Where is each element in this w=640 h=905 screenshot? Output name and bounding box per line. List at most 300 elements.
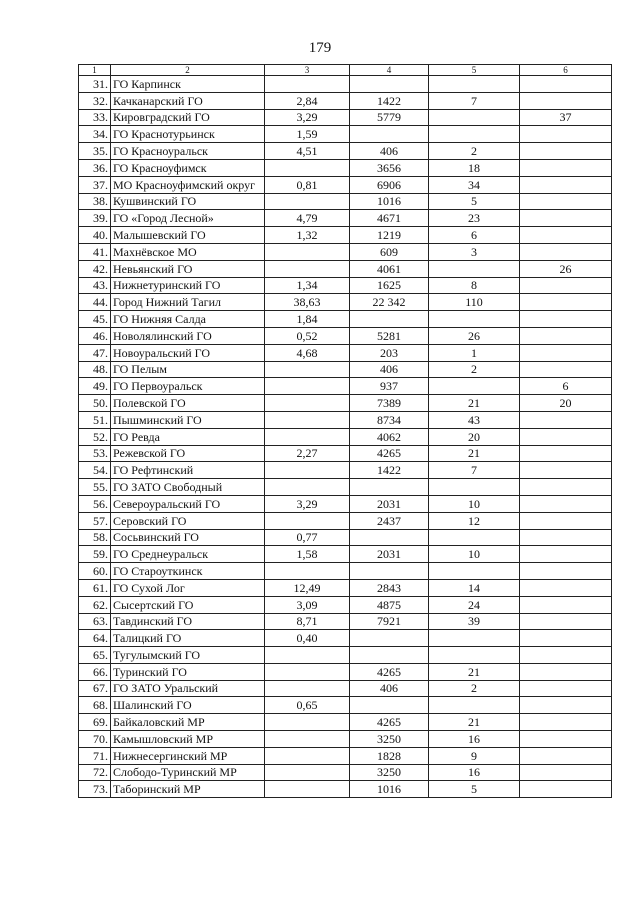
col6-value bbox=[520, 159, 612, 176]
column-number: 1 bbox=[79, 65, 111, 76]
municipality-name: ГО «Город Лесной» bbox=[111, 210, 265, 227]
col5-value: 24 bbox=[429, 596, 520, 613]
table-row bbox=[79, 596, 612, 613]
column-number: 5 bbox=[429, 65, 520, 76]
col3-value: 0,81 bbox=[265, 176, 350, 193]
municipality-name: Талицкий ГО bbox=[111, 630, 265, 647]
col6-value bbox=[520, 361, 612, 378]
col3-value: 1,58 bbox=[265, 546, 350, 563]
col3-value: 1,32 bbox=[265, 227, 350, 244]
col4-value bbox=[350, 697, 429, 714]
col3-value bbox=[265, 714, 350, 731]
col4-value bbox=[350, 311, 429, 328]
col4-value bbox=[350, 126, 429, 143]
table-row bbox=[79, 647, 612, 664]
municipality-name: Новоуральский ГО bbox=[111, 344, 265, 361]
col3-value: 38,63 bbox=[265, 294, 350, 311]
col4-value: 2843 bbox=[350, 579, 429, 596]
col3-value: 3,29 bbox=[265, 109, 350, 126]
col5-value: 5 bbox=[429, 781, 520, 798]
row-number: 60. bbox=[79, 563, 111, 580]
municipality-name: Шалинский ГО bbox=[111, 697, 265, 714]
col5-value: 5 bbox=[429, 193, 520, 210]
col4-value: 4265 bbox=[350, 445, 429, 462]
column-number-row bbox=[79, 65, 612, 76]
col5-value: 7 bbox=[429, 462, 520, 479]
table-row bbox=[79, 731, 612, 748]
row-number: 52. bbox=[79, 428, 111, 445]
col5-value bbox=[429, 630, 520, 647]
col4-value: 3250 bbox=[350, 764, 429, 781]
col5-value: 2 bbox=[429, 680, 520, 697]
municipality-name: ГО Нижняя Салда bbox=[111, 311, 265, 328]
col4-value: 7389 bbox=[350, 395, 429, 412]
table-row bbox=[79, 680, 612, 697]
col3-value bbox=[265, 76, 350, 93]
col5-value bbox=[429, 311, 520, 328]
col6-value bbox=[520, 126, 612, 143]
table-row bbox=[79, 579, 612, 596]
col3-value bbox=[265, 647, 350, 664]
col4-value: 4062 bbox=[350, 428, 429, 445]
row-number: 37. bbox=[79, 176, 111, 193]
col3-value bbox=[265, 260, 350, 277]
col4-value: 2031 bbox=[350, 546, 429, 563]
col6-value bbox=[520, 311, 612, 328]
col6-value bbox=[520, 647, 612, 664]
row-number: 40. bbox=[79, 227, 111, 244]
col4-value: 3656 bbox=[350, 159, 429, 176]
col3-value bbox=[265, 428, 350, 445]
table-row bbox=[79, 159, 612, 176]
row-number: 48. bbox=[79, 361, 111, 378]
municipality-name: Город Нижний Тагил bbox=[111, 294, 265, 311]
row-number: 62. bbox=[79, 596, 111, 613]
page-number: 179 bbox=[308, 40, 332, 56]
col4-value: 5779 bbox=[350, 109, 429, 126]
col6-value bbox=[520, 243, 612, 260]
col6-value: 26 bbox=[520, 260, 612, 277]
col3-value: 0,40 bbox=[265, 630, 350, 647]
municipality-name: Кушвинский ГО bbox=[111, 193, 265, 210]
col5-value bbox=[429, 378, 520, 395]
table-row bbox=[79, 714, 612, 731]
row-number: 35. bbox=[79, 143, 111, 160]
row-number: 47. bbox=[79, 344, 111, 361]
row-number: 34. bbox=[79, 126, 111, 143]
col5-value bbox=[429, 76, 520, 93]
table-row bbox=[79, 361, 612, 378]
col4-value: 4061 bbox=[350, 260, 429, 277]
col6-value: 37 bbox=[520, 109, 612, 126]
col5-value: 23 bbox=[429, 210, 520, 227]
col5-value bbox=[429, 647, 520, 664]
col3-value: 1,59 bbox=[265, 126, 350, 143]
column-number: 4 bbox=[350, 65, 429, 76]
municipality-name: ГО Краснотурьинск bbox=[111, 126, 265, 143]
table-row bbox=[79, 176, 612, 193]
col5-value bbox=[429, 697, 520, 714]
row-number: 39. bbox=[79, 210, 111, 227]
col5-value: 20 bbox=[429, 428, 520, 445]
row-number: 49. bbox=[79, 378, 111, 395]
col4-value: 609 bbox=[350, 243, 429, 260]
col6-value bbox=[520, 277, 612, 294]
municipality-name: Кировградский ГО bbox=[111, 109, 265, 126]
row-number: 31. bbox=[79, 76, 111, 93]
col4-value: 5281 bbox=[350, 327, 429, 344]
col3-value bbox=[265, 680, 350, 697]
municipality-name: Полевской ГО bbox=[111, 395, 265, 412]
row-number: 36. bbox=[79, 159, 111, 176]
row-number: 59. bbox=[79, 546, 111, 563]
row-number: 65. bbox=[79, 647, 111, 664]
row-number: 56. bbox=[79, 495, 111, 512]
col6-value bbox=[520, 680, 612, 697]
municipality-name: ГО ЗАТО Свободный bbox=[111, 479, 265, 496]
col5-value: 18 bbox=[429, 159, 520, 176]
col5-value bbox=[429, 260, 520, 277]
col4-value: 3250 bbox=[350, 731, 429, 748]
municipality-name: Серовский ГО bbox=[111, 512, 265, 529]
col6-value bbox=[520, 764, 612, 781]
col3-value bbox=[265, 731, 350, 748]
col5-value: 6 bbox=[429, 227, 520, 244]
col3-value bbox=[265, 663, 350, 680]
data-table bbox=[78, 64, 612, 798]
col6-value: 20 bbox=[520, 395, 612, 412]
col6-value bbox=[520, 630, 612, 647]
col4-value bbox=[350, 76, 429, 93]
col3-value bbox=[265, 411, 350, 428]
col4-value: 4671 bbox=[350, 210, 429, 227]
col3-value: 2,27 bbox=[265, 445, 350, 462]
row-number: 38. bbox=[79, 193, 111, 210]
col3-value: 1,84 bbox=[265, 311, 350, 328]
col3-value: 0,65 bbox=[265, 697, 350, 714]
row-number: 55. bbox=[79, 479, 111, 496]
row-number: 32. bbox=[79, 92, 111, 109]
row-number: 72. bbox=[79, 764, 111, 781]
col3-value bbox=[265, 243, 350, 260]
municipality-name: Малышевский ГО bbox=[111, 227, 265, 244]
col4-value: 1422 bbox=[350, 92, 429, 109]
col5-value bbox=[429, 126, 520, 143]
municipality-name: МО Красноуфимский округ bbox=[111, 176, 265, 193]
col6-value bbox=[520, 428, 612, 445]
municipality-name: ГО Карпинск bbox=[111, 76, 265, 93]
municipality-name: Пышминский ГО bbox=[111, 411, 265, 428]
col3-value: 0,77 bbox=[265, 529, 350, 546]
col6-value bbox=[520, 731, 612, 748]
table-row bbox=[79, 395, 612, 412]
col5-value bbox=[429, 109, 520, 126]
col5-value: 8 bbox=[429, 277, 520, 294]
col5-value: 34 bbox=[429, 176, 520, 193]
row-number: 50. bbox=[79, 395, 111, 412]
col6-value bbox=[520, 781, 612, 798]
row-number: 67. bbox=[79, 680, 111, 697]
municipality-name: Махнёвское МО bbox=[111, 243, 265, 260]
row-number: 57. bbox=[79, 512, 111, 529]
col3-value bbox=[265, 193, 350, 210]
col6-value bbox=[520, 411, 612, 428]
row-number: 61. bbox=[79, 579, 111, 596]
col5-value: 110 bbox=[429, 294, 520, 311]
row-number: 45. bbox=[79, 311, 111, 328]
col4-value: 406 bbox=[350, 143, 429, 160]
col6-value: 6 bbox=[520, 378, 612, 395]
table-row bbox=[79, 260, 612, 277]
col6-value bbox=[520, 663, 612, 680]
col6-value bbox=[520, 479, 612, 496]
table-row bbox=[79, 344, 612, 361]
table-row bbox=[79, 378, 612, 395]
col5-value: 7 bbox=[429, 92, 520, 109]
table-row bbox=[79, 428, 612, 445]
table-row bbox=[79, 210, 612, 227]
municipality-name: Байкаловский МР bbox=[111, 714, 265, 731]
col4-value bbox=[350, 479, 429, 496]
col6-value bbox=[520, 210, 612, 227]
col6-value bbox=[520, 294, 612, 311]
municipality-name: Сосьвинский ГО bbox=[111, 529, 265, 546]
col4-value bbox=[350, 647, 429, 664]
table-row bbox=[79, 277, 612, 294]
table-row bbox=[79, 764, 612, 781]
row-number: 51. bbox=[79, 411, 111, 428]
col6-value bbox=[520, 495, 612, 512]
col3-value bbox=[265, 563, 350, 580]
col5-value: 16 bbox=[429, 764, 520, 781]
col3-value bbox=[265, 747, 350, 764]
col3-value: 4,68 bbox=[265, 344, 350, 361]
municipality-name: Тугулымский ГО bbox=[111, 647, 265, 664]
table-row bbox=[79, 411, 612, 428]
col5-value: 21 bbox=[429, 663, 520, 680]
col4-value: 1828 bbox=[350, 747, 429, 764]
row-number: 43. bbox=[79, 277, 111, 294]
table-row bbox=[79, 462, 612, 479]
col4-value: 2031 bbox=[350, 495, 429, 512]
col5-value: 1 bbox=[429, 344, 520, 361]
column-number: 2 bbox=[111, 65, 265, 76]
col3-value bbox=[265, 361, 350, 378]
col4-value: 22 342 bbox=[350, 294, 429, 311]
table-row bbox=[79, 76, 612, 93]
table-row bbox=[79, 563, 612, 580]
col5-value: 21 bbox=[429, 714, 520, 731]
table-row bbox=[79, 126, 612, 143]
col3-value bbox=[265, 512, 350, 529]
col6-value bbox=[520, 327, 612, 344]
col4-value: 4265 bbox=[350, 714, 429, 731]
municipality-name: Нижнетуринский ГО bbox=[111, 277, 265, 294]
table-row bbox=[79, 327, 612, 344]
col4-value: 203 bbox=[350, 344, 429, 361]
col5-value: 2 bbox=[429, 143, 520, 160]
col6-value bbox=[520, 714, 612, 731]
municipality-name: Сысертский ГО bbox=[111, 596, 265, 613]
municipality-name: Камышловский МР bbox=[111, 731, 265, 748]
municipality-name: ГО Первоуральск bbox=[111, 378, 265, 395]
col5-value: 9 bbox=[429, 747, 520, 764]
municipality-name: ГО Красноуральск bbox=[111, 143, 265, 160]
table-row bbox=[79, 663, 612, 680]
col5-value bbox=[429, 529, 520, 546]
col5-value: 21 bbox=[429, 395, 520, 412]
municipality-name: ГО Сухой Лог bbox=[111, 579, 265, 596]
col3-value bbox=[265, 479, 350, 496]
col4-value: 1422 bbox=[350, 462, 429, 479]
row-number: 70. bbox=[79, 731, 111, 748]
municipality-name: Невьянский ГО bbox=[111, 260, 265, 277]
col4-value bbox=[350, 630, 429, 647]
col3-value bbox=[265, 395, 350, 412]
column-number: 6 bbox=[520, 65, 612, 76]
col3-value bbox=[265, 159, 350, 176]
col5-value: 39 bbox=[429, 613, 520, 630]
table-row bbox=[79, 613, 612, 630]
col5-value: 3 bbox=[429, 243, 520, 260]
municipality-name: Североуральский ГО bbox=[111, 495, 265, 512]
table-row bbox=[79, 109, 612, 126]
col6-value bbox=[520, 747, 612, 764]
col4-value: 1625 bbox=[350, 277, 429, 294]
col6-value bbox=[520, 445, 612, 462]
col3-value: 1,34 bbox=[265, 277, 350, 294]
row-number: 64. bbox=[79, 630, 111, 647]
col5-value: 14 bbox=[429, 579, 520, 596]
table-row bbox=[79, 243, 612, 260]
table-row bbox=[79, 781, 612, 798]
col6-value bbox=[520, 596, 612, 613]
col5-value bbox=[429, 563, 520, 580]
municipality-name: ГО Ревда bbox=[111, 428, 265, 445]
municipality-name: ГО Пелым bbox=[111, 361, 265, 378]
row-number: 71. bbox=[79, 747, 111, 764]
table-row bbox=[79, 529, 612, 546]
table-row bbox=[79, 479, 612, 496]
table-row bbox=[79, 747, 612, 764]
col4-value: 937 bbox=[350, 378, 429, 395]
table-row bbox=[79, 697, 612, 714]
municipality-name: Новолялинский ГО bbox=[111, 327, 265, 344]
table-row bbox=[79, 445, 612, 462]
row-number: 54. bbox=[79, 462, 111, 479]
municipality-name: Режевской ГО bbox=[111, 445, 265, 462]
table-row bbox=[79, 311, 612, 328]
col3-value bbox=[265, 462, 350, 479]
col3-value: 8,71 bbox=[265, 613, 350, 630]
col5-value: 43 bbox=[429, 411, 520, 428]
col5-value: 10 bbox=[429, 495, 520, 512]
col6-value bbox=[520, 227, 612, 244]
col4-value: 4265 bbox=[350, 663, 429, 680]
col3-value: 2,84 bbox=[265, 92, 350, 109]
table-row bbox=[79, 294, 612, 311]
col4-value: 1219 bbox=[350, 227, 429, 244]
municipality-name: ГО Староуткинск bbox=[111, 563, 265, 580]
col6-value bbox=[520, 563, 612, 580]
municipality-name: ГО ЗАТО Уральский bbox=[111, 680, 265, 697]
col3-value: 3,09 bbox=[265, 596, 350, 613]
col6-value bbox=[520, 546, 612, 563]
col4-value: 2437 bbox=[350, 512, 429, 529]
municipality-name: Нижнесергинский МР bbox=[111, 747, 265, 764]
col4-value: 1016 bbox=[350, 193, 429, 210]
col4-value: 4875 bbox=[350, 596, 429, 613]
row-number: 66. bbox=[79, 663, 111, 680]
col6-value bbox=[520, 512, 612, 529]
row-number: 58. bbox=[79, 529, 111, 546]
col3-value: 12,49 bbox=[265, 579, 350, 596]
col4-value bbox=[350, 563, 429, 580]
row-number: 53. bbox=[79, 445, 111, 462]
col5-value: 10 bbox=[429, 546, 520, 563]
row-number: 69. bbox=[79, 714, 111, 731]
col5-value: 21 bbox=[429, 445, 520, 462]
table-row bbox=[79, 143, 612, 160]
municipality-name: Тавдинский ГО bbox=[111, 613, 265, 630]
col6-value bbox=[520, 92, 612, 109]
col6-value bbox=[520, 579, 612, 596]
municipality-name: Туринский ГО bbox=[111, 663, 265, 680]
row-number: 41. bbox=[79, 243, 111, 260]
col5-value: 16 bbox=[429, 731, 520, 748]
row-number: 44. bbox=[79, 294, 111, 311]
col6-value bbox=[520, 529, 612, 546]
col4-value: 1016 bbox=[350, 781, 429, 798]
col6-value bbox=[520, 143, 612, 160]
col5-value: 26 bbox=[429, 327, 520, 344]
col6-value bbox=[520, 193, 612, 210]
col3-value bbox=[265, 764, 350, 781]
municipality-name: Качканарский ГО bbox=[111, 92, 265, 109]
table-row bbox=[79, 227, 612, 244]
municipality-name: Таборинский МР bbox=[111, 781, 265, 798]
col6-value bbox=[520, 76, 612, 93]
col3-value bbox=[265, 378, 350, 395]
col3-value: 4,79 bbox=[265, 210, 350, 227]
row-number: 73. bbox=[79, 781, 111, 798]
col6-value bbox=[520, 176, 612, 193]
col3-value: 0,52 bbox=[265, 327, 350, 344]
table-row bbox=[79, 193, 612, 210]
table-row bbox=[79, 495, 612, 512]
municipality-name: ГО Среднеуральск bbox=[111, 546, 265, 563]
col6-value bbox=[520, 344, 612, 361]
col3-value: 4,51 bbox=[265, 143, 350, 160]
col4-value: 406 bbox=[350, 680, 429, 697]
table-row bbox=[79, 92, 612, 109]
table-row bbox=[79, 546, 612, 563]
row-number: 33. bbox=[79, 109, 111, 126]
row-number: 42. bbox=[79, 260, 111, 277]
col5-value: 2 bbox=[429, 361, 520, 378]
col4-value: 8734 bbox=[350, 411, 429, 428]
col3-value: 3,29 bbox=[265, 495, 350, 512]
municipality-name: Слободо-Туринский МР bbox=[111, 764, 265, 781]
col4-value: 6906 bbox=[350, 176, 429, 193]
col4-value bbox=[350, 529, 429, 546]
row-number: 63. bbox=[79, 613, 111, 630]
col4-value: 406 bbox=[350, 361, 429, 378]
col3-value bbox=[265, 781, 350, 798]
col6-value bbox=[520, 697, 612, 714]
col6-value bbox=[520, 613, 612, 630]
col4-value: 7921 bbox=[350, 613, 429, 630]
